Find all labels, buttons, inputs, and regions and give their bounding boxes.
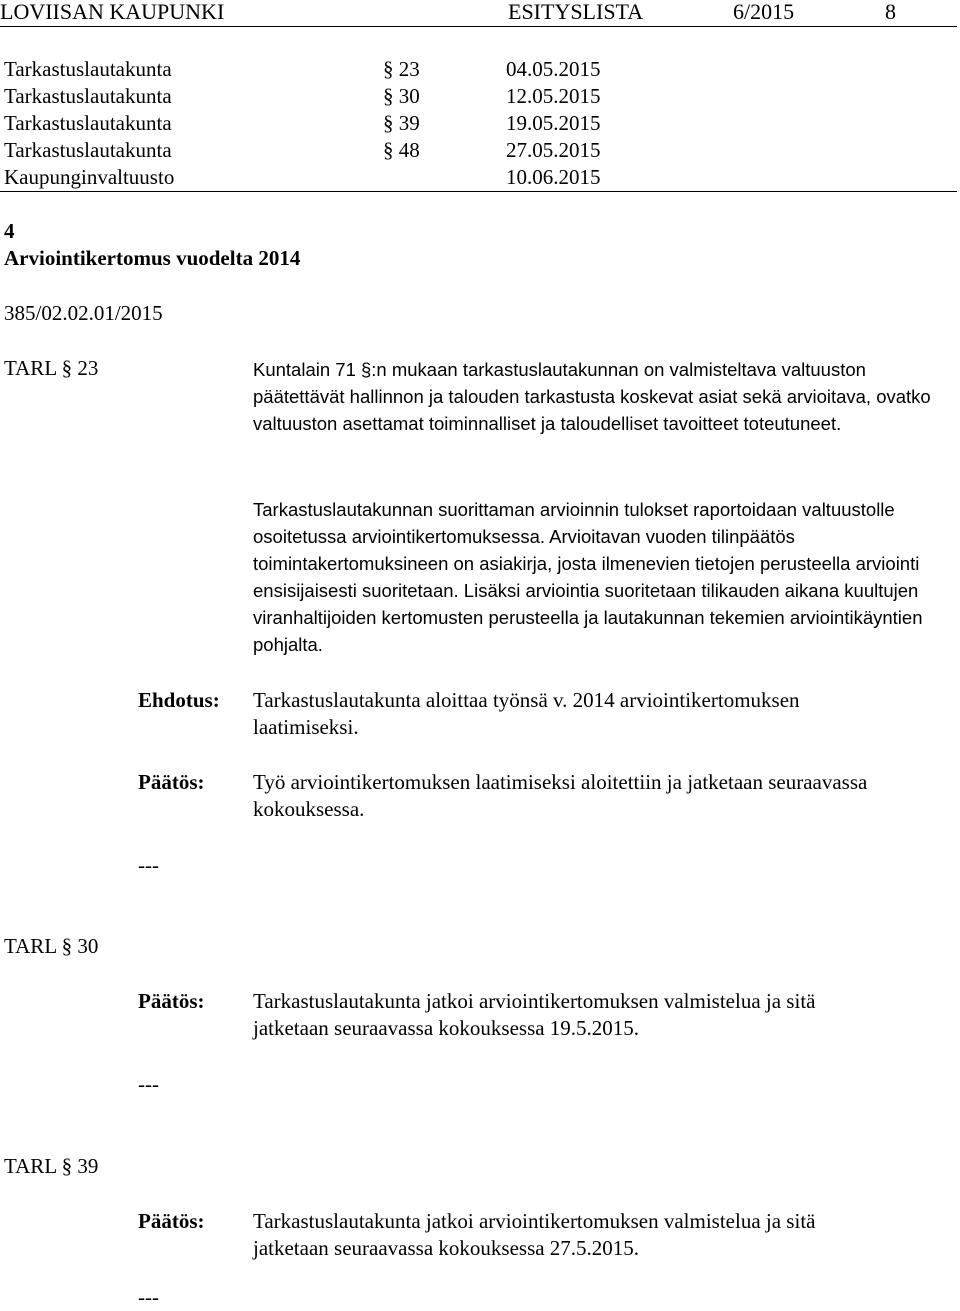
meeting-date: 19.05.2015 <box>506 111 601 135</box>
item-number: 4 <box>4 219 15 243</box>
meeting-date: 12.05.2015 <box>506 84 601 108</box>
meeting-body: Tarkastuslautakunta <box>4 57 172 81</box>
meeting-section: § 30 <box>383 84 420 108</box>
meeting-date: 27.05.2015 <box>506 138 601 162</box>
meeting-body: Tarkastuslautakunta <box>4 84 172 108</box>
decision-text: Tarkastuslautakunta jatkoi arviointikertomuksen valmistelua ja sitä jatketaan seuraavassa kokouksessa 19.5.2015. <box>253 989 816 1040</box>
paragraph-text: Kuntalain 71 §:n mukaan tarkastuslautakunnan on valmisteltava valtuuston päätettävät hallinnon ja talouden tarkastusta koskevat asiat sekä arvioitava, ovatko valtuuston asettamat toiminnalliset ja taloudelliset tavoitteet toteutuneet. <box>253 359 931 434</box>
section-separator: --- <box>138 853 159 877</box>
meeting-date: 10.06.2015 <box>506 165 601 189</box>
meeting-date: 04.05.2015 <box>506 57 601 81</box>
proposal-label: Ehdotus: <box>138 688 220 712</box>
meeting-section: § 23 <box>383 57 420 81</box>
meeting-body: Tarkastuslautakunta <box>4 138 172 162</box>
section-id: TARL § 30 <box>4 934 99 958</box>
decision-text: Työ arviointikertomuksen laatimiseksi aloitettiin ja jatketaan seuraavassa kokouksessa. <box>253 770 868 821</box>
item-title: Arviointikertomus vuodelta 2014 <box>4 246 301 270</box>
proposal-text: Tarkastuslautakunta aloittaa työnsä v. 2014 arviointikertomuksen laatimiseksi. <box>253 688 800 739</box>
decision-label: Päätös: <box>138 1209 205 1233</box>
header-page-number: 8 <box>885 0 896 24</box>
meeting-body: Kaupunginvaltuusto <box>4 165 175 189</box>
header-org: LOVIISAN KAUPUNKI <box>0 0 225 24</box>
section-separator: --- <box>138 1285 159 1309</box>
header-issue: 6/2015 <box>733 0 795 24</box>
decision-label: Päätös: <box>138 770 205 794</box>
section-separator: --- <box>138 1072 159 1096</box>
decision-text: Tarkastuslautakunta jatkoi arviointikertomuksen valmistelua ja sitä jatketaan seuraavassa kokouksessa 27.5.2015. <box>253 1209 816 1260</box>
item-reference: 385/02.02.01/2015 <box>4 301 163 325</box>
meeting-section: § 48 <box>383 138 420 162</box>
paragraph-text: Tarkastuslautakunnan suorittaman arvioinnin tulokset raportoidaan valtuustolle osoitetussa arviointikertomuksessa. Arvioitavan vuoden tilinpäätös toimintakertomuksineen on asiakirja, josta ilmenevien tietojen perusteella arviointi ensisijaisesti suoritetaan. Lisäksi arviointia suoritetaan tilikauden aikana kuultujen viranhaltijoiden kertomusten perusteella ja lautakunnan tekemien arviointikäyntien pohjalta. <box>253 499 923 655</box>
meeting-section: § 39 <box>383 111 420 135</box>
header-divider <box>0 26 957 27</box>
meeting-body: Tarkastuslautakunta <box>4 111 172 135</box>
meeting-history-divider <box>0 191 957 192</box>
section-id: TARL § 23 <box>4 356 99 380</box>
header-doc-type: ESITYSLISTA <box>508 0 644 24</box>
section-paragraph <box>253 496 953 658</box>
section-id: TARL § 39 <box>4 1154 99 1178</box>
decision-label: Päätös: <box>138 989 205 1013</box>
section-paragraph <box>253 356 953 437</box>
